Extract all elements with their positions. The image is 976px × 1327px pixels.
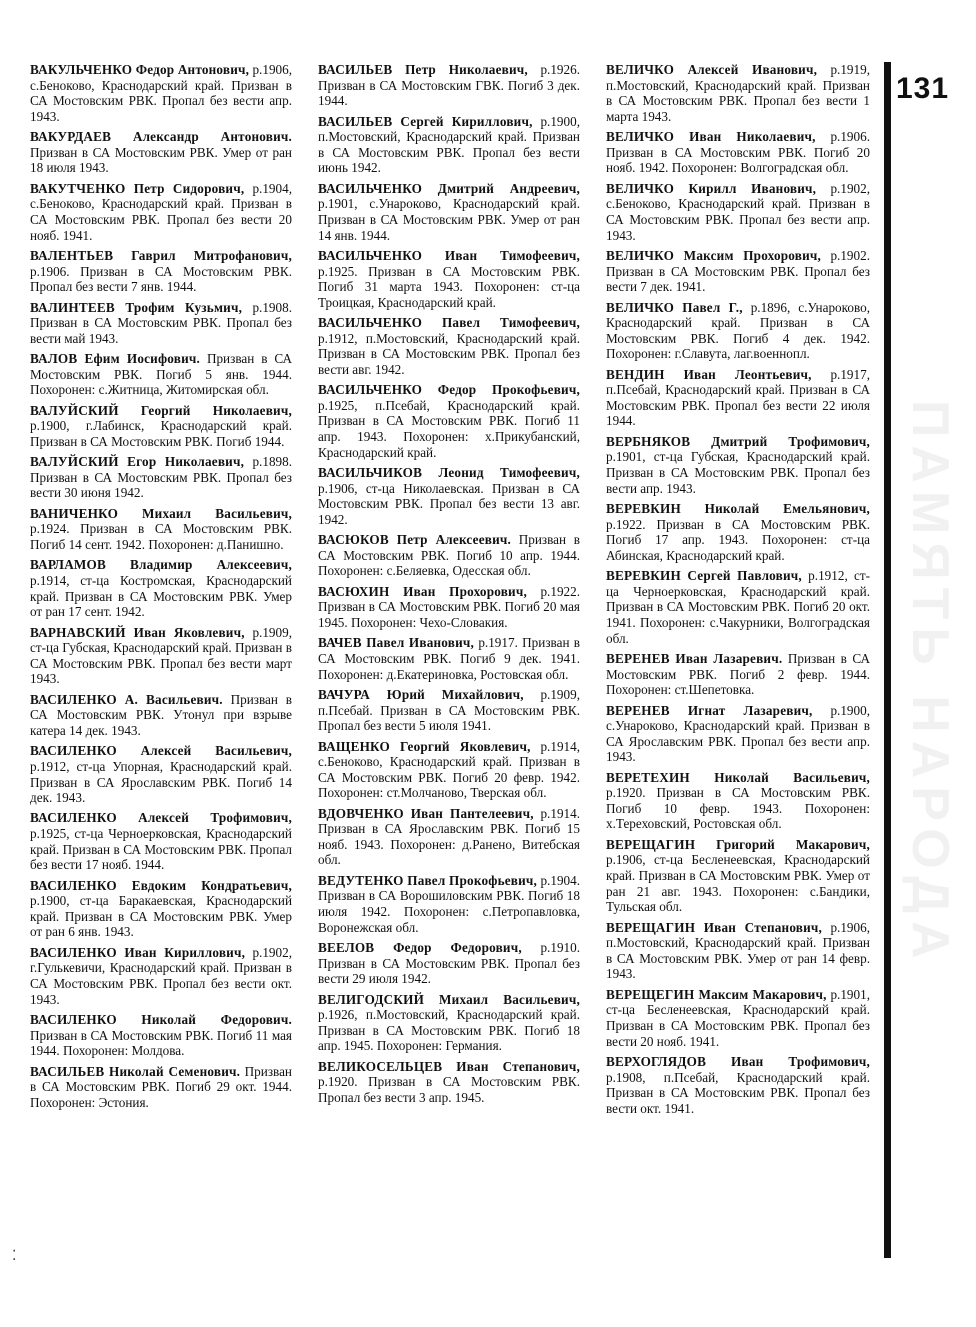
record-name: ВАСИЛЬЕВ Сергей Кириллович,: [318, 113, 533, 129]
record-entry: [30, 878, 292, 940]
record-entry: [30, 625, 292, 687]
record-name: ВДОВЧЕНКО Иван Пантелеевич,: [318, 805, 534, 821]
record-name: ВАЛУЙСКИЙ Георгий Николаевич,: [30, 402, 292, 418]
record-entry: [318, 806, 580, 868]
record-name: ВАСИЛЬЧЕНКО Иван Тимофеевич,: [318, 247, 580, 263]
record-name: ВАСИЛЕНКО Евдоким Кондратьевич,: [30, 877, 292, 893]
record-text: р.1910. Призван в СА Мостовским РВК. Пропал без вести 29 июля 1942.: [318, 940, 581, 987]
record-name: ВАСЮКОВ Петр Алексеевич.: [318, 532, 512, 548]
record-entry: [606, 1054, 870, 1116]
watermark: [840, 160, 970, 1320]
record-text: р.1912, ст-ца Упорная, Краснодарский край. Призван в СА Ярославским РВК. Погиб 14 дек. 1943.: [30, 758, 292, 806]
record-name: ВАСИЛЬЧИКОВ Леонид Тимофеевич,: [318, 465, 580, 481]
record-text: р.1914, с.Беноково, Краснодарский край. Призван в СА Мостовским РВК. Погиб 20 февр. 1942. Похоронен: ст.Молчаново, Тверская обл.: [318, 738, 581, 801]
record-entry: [606, 367, 870, 429]
record-entry: [318, 248, 580, 310]
record-name: ВЕЛИЧКО Алексей Иванович,: [606, 62, 818, 77]
record-text: р.1906. Призван в СА Мостовским РВК. Пропал без вести 7 янв. 1944.: [30, 263, 292, 295]
record-name: ВАСЮХИН Иван Прохорович,: [318, 583, 527, 599]
record-text: р.1906, ст-ца Николаевская. Призван в СА Мостовским РВК. Пропал без вести 13 авг. 1942.: [318, 480, 580, 527]
record-text: р.1925. Призван в СА Мостовским РВК. Погиб 31 марта 1943. Похоронен: ст-ца Троицкая, Краснодарский край.: [318, 263, 580, 310]
record-name: ВАСИЛЕНКО Алексей Васильевич,: [30, 743, 292, 759]
record-name: ВАСИЛЕНКО А. Васильевич.: [30, 691, 223, 707]
record-entry: [318, 1059, 580, 1106]
record-entry: [318, 315, 580, 377]
column-middle: [318, 62, 580, 1110]
record-text: Призван в СА Мостовским РВК. Умер от ран 18 июля 1943.: [30, 144, 292, 176]
record-entry: [30, 181, 292, 243]
record-name: ВАСИЛЕНКО Николай Федорович.: [30, 1012, 292, 1027]
record-name: ВАЧЕВ Павел Иванович,: [318, 635, 475, 651]
record-entry: [318, 687, 580, 734]
record-entry: [30, 62, 292, 124]
record-entry: [30, 945, 292, 1007]
record-entry: [318, 739, 580, 801]
margin-mark: ⁚: [12, 1249, 17, 1264]
record-name: ВАСИЛЬЕВ Николай Семенович.: [30, 1063, 241, 1079]
record-name: ВЕЛИЧКО Кирилл Иванович,: [606, 180, 817, 196]
record-text: Призван в СА Мостовским РВК. Погиб 10 апр. 1944. Похоронен: с.Беляевка, Одесская обл.: [318, 532, 580, 579]
record-name: ВАЛУЙСКИЙ Егор Николаевич,: [30, 454, 245, 470]
record-text: р.1922. Призван в СА Мостовским РВК. Погиб 17 апр. 1943. Похоронен: ст-ца Абинская, Краснодарский край.: [606, 516, 870, 563]
record-text: Призван в СА Мостовским РВК. Утонул при взрыве катера 14 дек. 1943.: [30, 691, 293, 738]
record-entry: [606, 434, 870, 496]
record-name: ВАСИЛЬЧЕНКО Дмитрий Андреевич,: [318, 180, 580, 196]
record-text: р.1909, п.Псебай. Призван в СА Мостовским РВК. Пропал без вести 5 июля 1941.: [318, 686, 580, 734]
record-name: ВАРНАВСКИЙ Иван Яковлевич,: [30, 624, 245, 640]
record-name: ВЕНДИН Иван Леонтьевич,: [606, 366, 812, 382]
record-text: р.1920. Призван в СА Мостовским РВК. Погиб 10 февр. 1943. Похоронен: х.Тереховский, Ростовская обл.: [606, 785, 870, 832]
record-text: Призван в СА Мостовским РВК. Погиб 11 мая 1944. Похоронен: Молдова.: [30, 1027, 292, 1059]
record-text: р.1909, ст-ца Губская, Краснодарский край. Призван в СА Мостовским РВК. Пропал без вести март 1943.: [30, 624, 292, 687]
record-entry: [606, 651, 870, 698]
page-number: 131: [896, 72, 950, 105]
record-entry: [606, 703, 870, 765]
record-text: р.1926, п.Мостовский, Краснодарский край. Призван в СА Мостовским РВК. Погиб 18 апр. 1945. Похоронен: Германия.: [318, 1007, 580, 1054]
watermark-text: ПАМЯТЬ НАРОДА: [901, 400, 959, 967]
record-text: р.1924. Призван в СА Мостовским РВК. Погиб 14 сент. 1942. Похоронен: д.Панишно.: [30, 521, 292, 552]
record-name: ВАСИЛЕНКО Иван Кириллович,: [30, 944, 246, 960]
record-text: р.1908, п.Псебай, Краснодарский край. Призван в СА Мостовским РВК. Пропал без вести окт. 1941.: [606, 1069, 870, 1116]
record-name: ВАСИЛЬЧЕНКО Павел Тимофеевич,: [318, 315, 580, 331]
record-entry: [30, 810, 292, 872]
record-name: ВЕЕЛОВ Федор Федорович,: [318, 940, 522, 956]
record-text: р.1904, с.Беноково, Краснодарский край. Призван в СА Мостовским РВК. Пропал без вести 20 нояб. 1941.: [30, 180, 292, 243]
record-name: ВАЛОВ Ефим Иосифович.: [30, 351, 201, 367]
record-entry: [30, 403, 292, 450]
record-name: ВЕРЕВКИН Николай Емельянович,: [606, 501, 870, 517]
record-text: Призван в СА Мостовским РВК. Погиб 29 окт. 1944. Похоронен: Эстония.: [30, 1063, 292, 1110]
record-entry: [606, 300, 870, 362]
record-text: р.1914. Призван в СА Ярославским РВК. Погиб 15 нояб. 1943. Похоронен: д.Ранено, Витебская обл.: [318, 805, 581, 868]
record-name: ВЕЛИЧКО Иван Николаевич,: [606, 129, 816, 145]
record-text: р.1906. Призван в СА Мостовским РВК. Погиб 20 нояб. 1942. Похоронен: Волгоградская обл.: [606, 129, 870, 176]
record-text: р.1906, с.Беноково, Краснодарский край. Призван в СА Мостовским РВК. Пропал без вести апр. 1943.: [30, 62, 293, 124]
record-name: ВЕРЕЩАГИН Иван Степанович,: [606, 919, 823, 935]
record-name: ВЕРЕВКИН Сергей Павлович,: [606, 568, 802, 584]
record-entry: [606, 837, 870, 915]
record-name: ВАРЛАМОВ Владимир Алексеевич,: [30, 557, 292, 573]
record-text: р.1898. Призван в СА Мостовским РВК. Пропал без вести 30 июня 1942.: [30, 454, 293, 501]
record-text: р.1912, ст-ца Черноерковская, Краснодарский край. Призван в СА Мостовским РВК. Погиб 20 окт. 1941. Похоронен: с.Чакурники, Волгоградская обл.: [606, 568, 871, 646]
record-text: р.1902, г.Гулькевичи, Краснодарский край. Призван в СА Мостовским РВК. Пропал без вести окт. 1943.: [30, 944, 292, 1007]
record-entry: [30, 557, 292, 619]
record-name: ВЕРЕЩАГИН Григорий Макарович,: [606, 836, 870, 852]
record-name: ВЕРЕНЕВ Игнат Лазаревич,: [606, 702, 813, 718]
record-name: ВЕЛИЧКО Максим Прохорович,: [606, 247, 822, 263]
record-entry: [318, 181, 580, 243]
record-entry: [606, 568, 870, 646]
record-text: Призван в СА Мостовским РВК. Погиб 2 февр. 1944. Похоронен: ст.Шепетовка.: [606, 650, 870, 698]
record-name: ВЕЛИКОСЕЛЬЦЕВ Иван Степанович,: [318, 1058, 580, 1074]
record-text: р.1925, ст-ца Черноерковская, Краснодарский край. Призван в СА Мостовским РВК. Пропал без вести 17 нояб. 1944.: [30, 826, 292, 873]
record-name: ВАСИЛЬЕВ Петр Николаевич,: [318, 62, 528, 77]
record-entry: [318, 62, 580, 109]
record-entry: [606, 248, 870, 295]
record-name: ВЕРЕТЕХИН Николай Васильевич,: [606, 769, 870, 785]
record-name: ВЕРЕНЕВ Иван Лазаревич.: [606, 650, 783, 666]
record-name: ВАНИЧЕНКО Михаил Васильевич,: [30, 505, 292, 521]
record-name: ВАЩЕНКО Георгий Яковлевич,: [318, 738, 531, 754]
record-entry: [318, 532, 580, 579]
record-name: ВЕРЕЩЕГИН Максим Макарович,: [606, 986, 827, 1002]
record-text: р.1917. Призван в СА Мостовским РВК. Погиб 9 дек. 1941. Похоронен: д.Екатериновка, Ростовская обл.: [318, 635, 580, 682]
record-text: р.1896, с.Унароково, Краснодарский край. Призван в СА Мостовским РВК. Погиб 4 дек. 1942. Похоронен: г.Славута, лаг.военнопл.: [606, 299, 870, 362]
record-entry: [318, 382, 580, 460]
record-entry: [318, 635, 580, 682]
record-name: ВАКУРДАЕВ Александр Антонович.: [30, 129, 292, 145]
record-entry: [30, 454, 292, 501]
record-text: р.1914, ст-ца Костромская, Краснодарский край. Призван в СА Мостовским РВК. Умер от ран 17 сент. 1942.: [30, 572, 292, 620]
record-text: р.1901, ст-ца Бесленеевская, Краснодарский край. Призван в СА Мостовским РВК. Пропал без вести 20 нояб. 1941.: [606, 986, 870, 1049]
record-text: р.1908. Призван в СА Мостовским РВК. Пропал без вести май 1943.: [30, 299, 292, 346]
record-name: ВАЧУРА Юрий Михайлович,: [318, 686, 524, 702]
record-text: р.1920. Призван в СА Мостовским РВК. Пропал без вести 3 апр. 1945.: [318, 1074, 580, 1105]
record-name: ВЕЛИГОДСКИЙ Михаил Васильевич,: [318, 991, 580, 1007]
record-name: ВАЛЕНТЬЕВ Гаврил Митрофанович,: [30, 247, 292, 263]
record-entry: [606, 129, 870, 176]
record-text: р.1906, ст-ца Бесленеевская, Краснодарский край. Призван в СА Мостовским РВК. Умер от ран 21 авг. 1943. Похоронен: с.Бандики, Тульская обл.: [606, 852, 870, 915]
record-name: ВЕРБНЯКОВ Дмитрий Трофимович,: [606, 433, 870, 449]
record-text: р.1922. Призван в СА Мостовским РВК. Погиб 20 мая 1945. Похоронен: Чехо-Словакия.: [318, 583, 581, 630]
record-name: ВАКУЛЬЧЕНКО Федор Антонович,: [30, 62, 250, 77]
column-left: [30, 62, 292, 1115]
record-text: р.1919, п.Мостовский, Краснодарский край. Призван в СА Мостовским РВК. Пропал без вести 1 марта 1943.: [606, 62, 870, 124]
record-entry: [30, 743, 292, 805]
record-entry: [606, 987, 870, 1049]
record-text: р.1917, п.Псебай, Краснодарский край. Призван в СА Мостовским РВК. Пропал без вести 22 июля 1944.: [606, 366, 870, 429]
record-entry: [318, 873, 580, 935]
record-entry: [30, 692, 292, 739]
record-name: ВЕЛИЧКО Павел Г.,: [606, 299, 743, 315]
record-entry: [606, 501, 870, 563]
record-entry: [606, 920, 870, 982]
record-entry: [318, 465, 580, 527]
record-text: р.1900, п.Мостовский, Краснодарский край. Призван в СА Мостовским РВК. Пропал без вести июнь 1942.: [318, 113, 580, 176]
record-name: ВАКУТЧЕНКО Петр Сидорович,: [30, 180, 245, 196]
column-right: [606, 62, 870, 1121]
record-name: ВАЛИНТЕЕВ Трофим Кузьмич,: [30, 299, 243, 315]
record-entry: [318, 114, 580, 176]
record-text: р.1906, п.Мостовский, Краснодарский край. Призван в СА Мостовским РВК. Умер от ран 14 февр. 1943.: [606, 919, 870, 982]
record-text: р.1900, г.Лабинск, Краснодарский край. Призван в СА Мостовским РВК. Погиб 1944.: [30, 418, 292, 449]
record-entry: [318, 940, 580, 987]
record-entry: [606, 181, 870, 243]
record-text: Призван в СА Мостовским РВК. Погиб 5 янв. 1944. Похоронен: с.Житница, Житомирская обл.: [30, 351, 292, 398]
record-entry: [30, 1012, 292, 1059]
record-text: р.1926. Призван в СА Мостовским ГВК. Погиб 3 дек. 1944.: [318, 62, 580, 109]
record-text: р.1901, ст-ца Губская, Краснодарский край. Призван в СА Мостовским РВК. Пропал без вести апр. 1943.: [606, 449, 870, 496]
record-text: р.1900, с.Унароково, Краснодарский край. Призван в СА Ярославским РВК. Пропал без вести апр. 1943.: [606, 702, 870, 765]
record-text: р.1912, п.Мостовский, Краснодарский край. Призван в СА Мостовским РВК. Пропал без вести авг. 1942.: [318, 330, 580, 377]
record-text: р.1904. Призван в СА Ворошиловским РВК. Погиб 18 июля 1942. Похоронен: с.Петропавловка, Воронежская обл.: [318, 872, 581, 935]
record-entry: [30, 129, 292, 176]
record-entry: [318, 992, 580, 1054]
record-text: р.1901, с.Унароково, Краснодарский край. Призван в СА Мостовским РВК. Умер от ран 14 янв. 1944.: [318, 196, 580, 243]
record-text: р.1902, с.Беноково, Краснодарский край. Призван в СА Мостовским РВК. Пропал без вести апр. 1943.: [606, 180, 871, 243]
record-text: р.1902. Призван в СА Мостовским РВК. Пропал без вести 7 дек. 1941.: [606, 247, 870, 295]
record-entry: [606, 770, 870, 832]
record-entry: [30, 351, 292, 398]
record-entry: [30, 1064, 292, 1111]
record-entry: [30, 506, 292, 553]
record-text: р.1900, ст-ца Баракаевская, Краснодарский край. Призван в СА Мостовским РВК. Умер от ран 6 янв. 1943.: [30, 893, 292, 940]
record-name: ВЕДУТЕНКО Павел Прокофьевич,: [318, 872, 538, 888]
record-entry: [606, 62, 870, 124]
record-text: р.1925, п.Псебай, Краснодарский край. Призван в СА Мостовским РВК. Погиб 11 апр. 1943. Похоронен: х.Прикубанский, Краснодарский край.: [318, 397, 580, 460]
record-name: ВАСИЛЬЧЕНКО Федор Прокофьевич,: [318, 382, 580, 398]
record-entry: [30, 300, 292, 347]
record-name: ВЕРХОГЛЯДОВ Иван Трофимович,: [606, 1053, 870, 1069]
record-entry: [30, 248, 292, 295]
record-name: ВАСИЛЕНКО Алексей Трофимович,: [30, 810, 292, 826]
record-entry: [318, 584, 580, 631]
